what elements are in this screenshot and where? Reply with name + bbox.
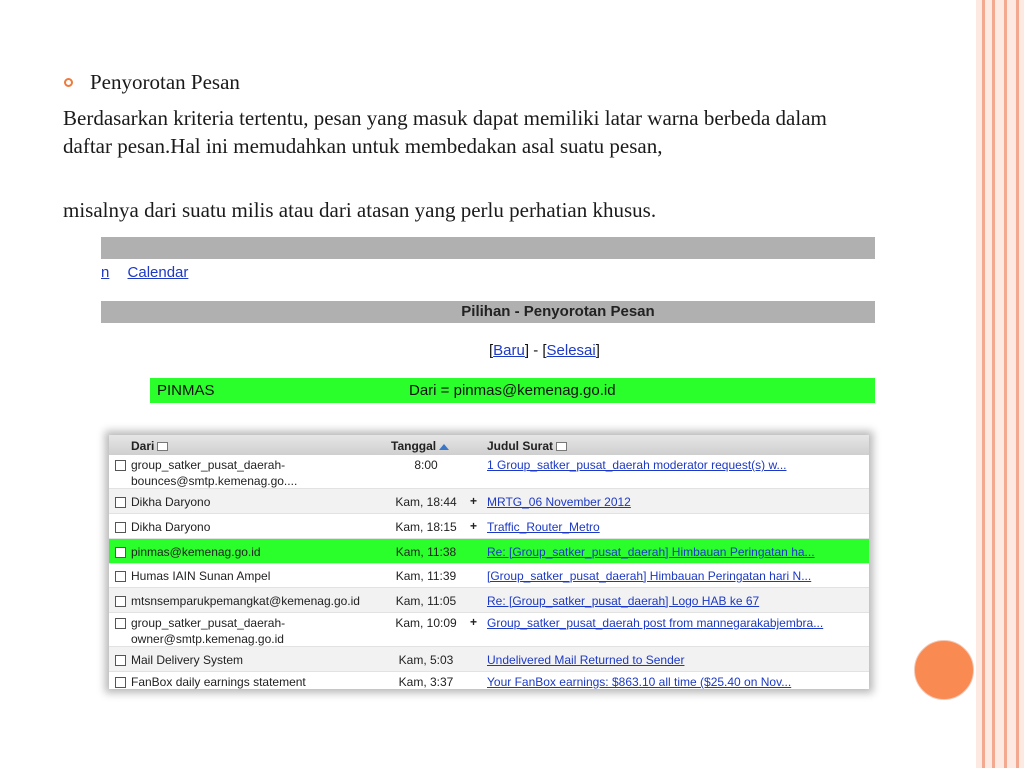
row-date: Kam, 11:38 <box>395 545 457 559</box>
row-from-line1: Humas IAIN Sunan Ampel <box>131 569 271 583</box>
stripe <box>982 0 985 768</box>
sort-icon <box>157 442 168 451</box>
row-from-line1: Mail Delivery System <box>131 653 244 667</box>
nav-link-calendar[interactable]: Calendar <box>127 264 189 281</box>
row-checkbox[interactable] <box>115 547 126 558</box>
rule-name: PINMAS <box>157 382 215 399</box>
row-from <box>131 652 243 668</box>
row-from-line1: FanBox daily earnings statement <box>131 675 306 689</box>
table-row[interactable] <box>109 672 869 689</box>
bullet-ring-icon <box>64 78 73 87</box>
row-date: Kam, 11:05 <box>395 594 457 608</box>
new-done-links <box>489 342 600 359</box>
row-date: Kam, 18:44 <box>395 495 457 509</box>
row-from-line1: mtsnsemparukpemangkat@kemenag.go.id <box>131 594 360 608</box>
row-from-line1: pinmas@kemenag.go.id <box>131 545 261 559</box>
rule-condition: Dari = pinmas@kemenag.go.id <box>409 382 616 399</box>
table-row[interactable] <box>109 588 869 613</box>
decorative-circle <box>914 640 974 700</box>
row-attachment-mark: + <box>470 494 478 508</box>
row-checkbox[interactable] <box>115 655 126 666</box>
row-subject-link[interactable]: 1 Group_satker_pusat_daerah moderator request(s) w... <box>487 458 787 472</box>
row-subject-link[interactable]: Group_satker_pusat_daerah post from mannegarakabjembra... <box>487 616 824 630</box>
decorative-stripes <box>976 0 1024 768</box>
row-attachment-mark: + <box>470 519 478 533</box>
nav-link-partial[interactable]: n <box>101 264 110 281</box>
row-from-line1: group_satker_pusat_daerah- <box>131 458 286 472</box>
bullet-item <box>64 70 240 95</box>
header-subject-label: Judul Surat <box>487 439 554 453</box>
table-row[interactable] <box>109 613 869 647</box>
baru-link[interactable]: Baru <box>493 342 525 359</box>
paragraph-1: Berdasarkan kriteria tertentu, pesan yang masuk dapat memiliki latar warna berbeda dalam daftar pesan.Hal ini memudahkan untuk membedakan asal suatu pesan, <box>63 106 827 158</box>
row-checkbox[interactable] <box>115 596 126 607</box>
row-from <box>131 593 360 609</box>
row-attachment-mark: + <box>470 615 478 629</box>
row-from <box>131 519 210 535</box>
row-from <box>131 457 297 489</box>
sort-ascending-icon <box>439 444 449 450</box>
header-date[interactable] <box>391 439 449 453</box>
close-bracket: ] <box>595 342 600 359</box>
stripe <box>992 0 995 768</box>
paragraph-2: misalnya dari suatu milis atau dari atasan yang perlu perhatian khusus. <box>63 198 657 222</box>
header-from[interactable] <box>131 439 168 453</box>
selesai-link[interactable]: Selesai <box>546 342 596 359</box>
options-title: Pilihan - Penyorotan Pesan <box>101 301 875 323</box>
row-subject-link[interactable]: [Group_satker_pusat_daerah] Himbauan Peringatan hari N... <box>487 569 812 583</box>
row-date: Kam, 3:37 <box>398 675 454 689</box>
header-from-label: Dari <box>131 439 155 453</box>
row-from <box>131 568 270 584</box>
table-row[interactable] <box>109 539 869 564</box>
row-subject-link[interactable]: MRTG_06 November 2012 <box>487 495 631 509</box>
row-from <box>131 494 210 510</box>
row-date: Kam, 18:15 <box>395 520 457 534</box>
row-subject-link[interactable]: Traffic_Router_Metro <box>487 520 600 534</box>
highlight-rule-row[interactable] <box>150 378 875 403</box>
row-from-line1: Dikha Daryono <box>131 495 211 509</box>
row-checkbox[interactable] <box>115 677 126 688</box>
row-from-line2: owner@smtp.kemenag.go.id <box>131 632 284 646</box>
row-date: Kam, 10:09 <box>395 616 457 630</box>
row-checkbox[interactable] <box>115 571 126 582</box>
table-row[interactable] <box>109 489 869 514</box>
list-header <box>109 435 869 455</box>
table-row[interactable] <box>109 564 869 588</box>
row-date: Kam, 11:39 <box>395 569 457 583</box>
row-from-line1: group_satker_pusat_daerah- <box>131 616 286 630</box>
table-row[interactable] <box>109 647 869 672</box>
header-subject[interactable] <box>487 439 567 453</box>
row-checkbox[interactable] <box>115 460 126 471</box>
row-checkbox[interactable] <box>115 618 126 629</box>
table-row[interactable] <box>109 455 869 489</box>
row-subject-link[interactable]: Re: [Group_satker_pusat_daerah] Himbauan Peringatan ha... <box>487 545 815 559</box>
separator: ] - [ <box>524 342 547 359</box>
row-from <box>131 674 306 689</box>
row-from <box>131 615 285 647</box>
row-checkbox[interactable] <box>115 497 126 508</box>
nav-links <box>101 264 202 281</box>
row-from-line2: bounces@smtp.kemenag.go.... <box>131 474 298 488</box>
stripe <box>1016 0 1019 768</box>
row-subject-link[interactable]: Re: [Group_satker_pusat_daerah] Logo HAB ke 67 <box>487 594 760 608</box>
row-date: Kam, 5:03 <box>398 653 454 667</box>
table-row[interactable] <box>109 514 869 539</box>
row-checkbox[interactable] <box>115 522 126 533</box>
bullet-text: Penyorotan Pesan <box>90 70 240 94</box>
highlight-options-panel <box>101 237 875 407</box>
row-date: 8:00 <box>414 458 438 472</box>
row-subject-link[interactable]: Your FanBox earnings: $863.10 all time ($25.40 on Nov... <box>487 675 792 689</box>
row-from-line1: Dikha Daryono <box>131 520 211 534</box>
open-bracket: [ <box>489 342 494 359</box>
row-subject-link[interactable]: Undelivered Mail Returned to Sender <box>487 653 685 667</box>
top-bar <box>101 237 875 259</box>
message-list <box>109 435 869 689</box>
sort-icon <box>556 442 567 451</box>
header-date-label: Tanggal <box>391 439 437 453</box>
stripe <box>1004 0 1007 768</box>
row-from <box>131 544 261 560</box>
